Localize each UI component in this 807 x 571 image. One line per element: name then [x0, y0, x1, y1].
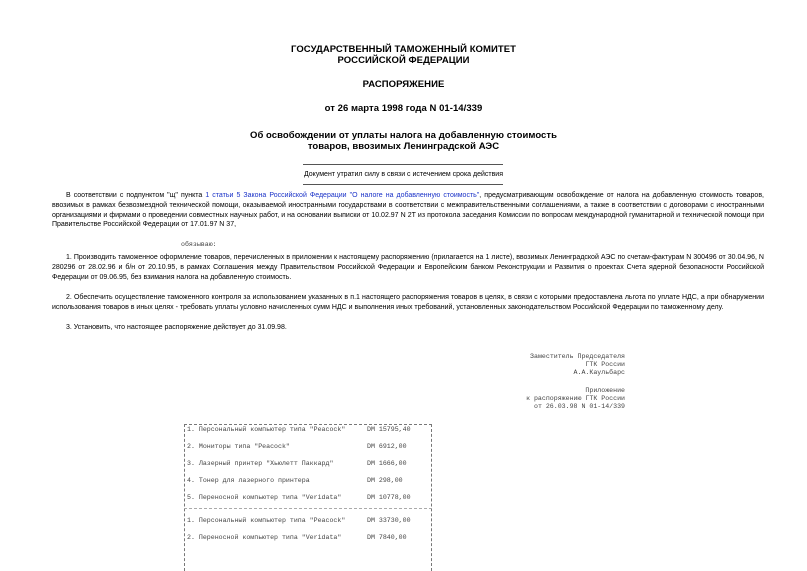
table-row	[187, 494, 411, 502]
appendix-reference-doc: к распоряжению ГТК России	[526, 395, 625, 403]
signature-name: А.А.Каульбарс	[573, 369, 625, 377]
law-link[interactable]: 1 статьи 5 Закона Российской Федерации "О налоге на добавленную стоимость"	[205, 192, 480, 199]
table-row-amount: DM 298,00	[367, 477, 403, 484]
table-row-item: 4. Тонер для лазерного принтера	[187, 477, 310, 484]
table-row-amount: DM 1666,00	[367, 460, 407, 467]
point-2-text: 2. Обеспечить осуществление таможенного контроля за использованием указанных в п.1 настоящего распоряжения товаров в целях, в связи с которыми предоставлена льгота по уплате НДС, а при обнаружении использования товаров в иных целях - требовать уплаты условно начисленных сумм НДС и выполнения иных требований, установленных законодательством Российской Федерации по таможенному делу.	[52, 294, 764, 311]
preamble-text-part1: В соответствии с подпунктом "щ" пункта	[66, 192, 206, 199]
table-right-border	[431, 424, 432, 571]
table-row	[187, 517, 411, 525]
table-row-item: 1. Персональный компьютер типа "Peacock"	[187, 517, 346, 524]
document-date-number: от 26 марта 1998 года N 01-14/339	[324, 103, 483, 114]
appendix-reference	[526, 387, 625, 412]
status-note: Документ утратил силу в связи с истечением срока действия	[303, 171, 504, 178]
table-row-item: 5. Переносной компьютер типа "Veridata"	[187, 494, 342, 501]
table-row-amount: DM 6912,00	[367, 443, 407, 450]
table-row	[187, 534, 407, 542]
document-title-line2: товаров, ввозимых Ленинградской АЭС	[307, 141, 500, 152]
preamble-paragraph	[52, 191, 764, 230]
table-separator	[184, 508, 432, 509]
status-rule-bottom	[303, 184, 503, 185]
document-title-line1: Об освобождении от уплаты налога на добавленную стоимость	[250, 130, 557, 141]
document-type: РАСПОРЯЖЕНИЕ	[362, 79, 445, 90]
point-1-text: 1. Производить таможенное оформление товаров, перечисленных в приложении к настоящему распоряжению (прилагается на 1 листе), ввозимых Ленинградской АЭС по счетам-фактурам N 300496 от 30.04.96, N 280296 от 28.02.96 и б/н от 20.10.95, в рамках Соглашения между Правительством Российской Федерации и Европейским банком Реконструкции и Развития о проектах Счета ядерной безопасности Российской Федерации от 09.06.95, без взимания налога на добавленную стоимость.	[52, 254, 764, 281]
table-row-item: 1. Персональный компьютер типа "Peacock"	[187, 426, 346, 433]
org-name-line1: ГОСУДАРСТВЕННЫЙ ТАМОЖЕННЫЙ КОМИТЕТ	[291, 44, 516, 55]
table-top-border	[184, 424, 432, 425]
table-row-amount: DM 7840,00	[367, 534, 407, 541]
appendix-title: Приложение	[585, 387, 625, 394]
org-name-line2: РОССИЙСКОЙ ФЕДЕРАЦИИ	[337, 55, 470, 66]
table-row-item: 3. Лазерный принтер "Хьюлетт Паккард"	[187, 460, 334, 467]
signature-position: Заместитель Председателя	[530, 353, 625, 360]
table-row	[187, 460, 407, 468]
signature-block	[530, 353, 625, 378]
point-3-paragraph	[52, 323, 764, 333]
table-row	[187, 443, 407, 451]
table-row-item: 2. Мониторы типа "Peacock"	[187, 443, 290, 450]
table-row	[187, 426, 411, 434]
table-row	[187, 477, 403, 485]
point-2-paragraph	[52, 293, 764, 313]
point-3-text: 3. Установить, что настоящее распоряжение действует до 31.09.98.	[66, 324, 287, 331]
obligate-word: обязываю:	[181, 241, 217, 248]
appendix-reference-date: от 26.03.98 N 01-14/339	[533, 403, 625, 411]
appendix-table	[182, 420, 432, 571]
table-left-border	[184, 424, 185, 571]
preamble-text-part2: , предусматривающим освобождение от налога на добавленную стоимость товаров, ввозимых в рамках безвозмездной технической помощи, оказываемой иностранными государствами в соответствии с межправительственными соглашениями, а также в соответствии с договорами с иностранными организациями и фирмами о проведении совместных научных работ, и на основании выписки от 10.02.97 N 2Т из протокола заседания Комиссии по вопросам международной гуманитарной и технической помощи при Правительстве Российской Федерации от 17.01.97 N 37,	[52, 192, 764, 229]
table-row-item: 2. Переносной компьютер типа "Veridata"	[187, 534, 342, 541]
table-row-amount: DM 33730,00	[367, 517, 411, 524]
point-1-paragraph	[52, 253, 764, 282]
status-rule-top	[303, 164, 503, 165]
signature-organization: ГТК России	[585, 361, 625, 369]
table-row-amount: DM 10778,00	[367, 494, 411, 501]
table-row-amount: DM 15795,40	[367, 426, 411, 433]
